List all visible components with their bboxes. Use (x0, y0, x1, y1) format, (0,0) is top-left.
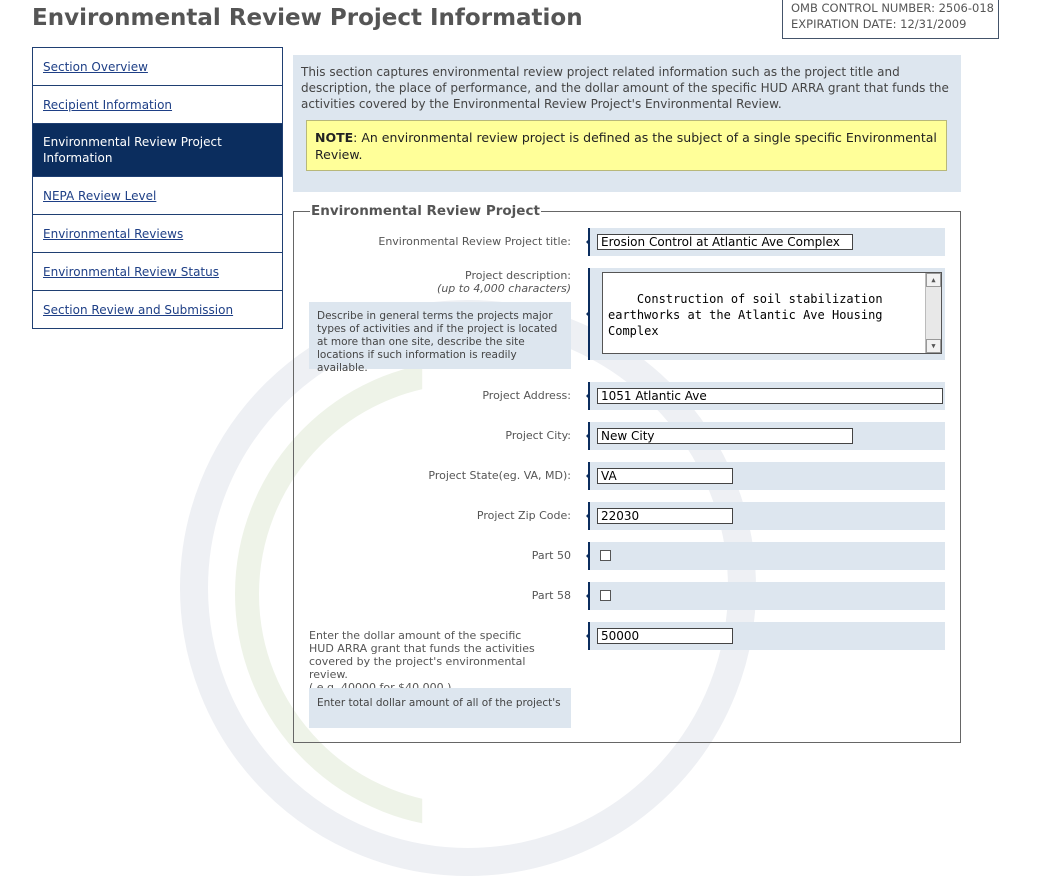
address-label: Project Address: (482, 389, 571, 402)
project-state-input[interactable]: VA (597, 468, 733, 484)
zip-label: Project Zip Code: (476, 509, 571, 522)
description-label: Project description: (465, 269, 571, 282)
amount-label-group (309, 629, 537, 694)
intro-text: This section captures environmental review project related information such as the project title and description, the place of performance, and the dollar amount of the specific HUD ARRA grant that funds the activities covered by the Environmental Review Project's Environmental Review. (301, 65, 949, 111)
description-scrollbar[interactable] (925, 273, 941, 353)
section-intro (293, 55, 961, 192)
nav-nepa-review-level[interactable]: NEPA Review Level (33, 177, 282, 215)
omb-control-number: OMB CONTROL NUMBER: 2506-018 (791, 1, 994, 15)
nav-recipient-information[interactable]: Recipient Information (33, 86, 282, 124)
project-zip-input[interactable]: 22030 (597, 508, 733, 524)
description-help: Describe in general terms the projects major types of activities and if the project is located at more than one site, describe the site locations if such information is readily available. (309, 302, 571, 369)
part50-cell (588, 542, 945, 570)
part58-label: Part 58 (531, 589, 571, 602)
scroll-down-icon[interactable]: ▼ (926, 339, 941, 353)
project-address-input[interactable]: 1051 Atlantic Ave (597, 388, 943, 404)
omb-info-box (782, 0, 999, 39)
part50-label: Part 50 (531, 549, 571, 562)
zip-cell (588, 502, 945, 530)
note-box (306, 120, 947, 171)
grant-amount-input[interactable]: 50000 (597, 628, 733, 644)
state-label: Project State(eg. VA, MD): (428, 469, 571, 482)
scroll-up-icon[interactable]: ▲ (926, 273, 941, 287)
part58-cell (588, 582, 945, 610)
title-label: Environmental Review Project title: (378, 235, 571, 248)
city-label: Project City: (505, 429, 571, 442)
project-city-input[interactable]: New City (597, 428, 853, 444)
part50-checkbox[interactable] (600, 550, 611, 561)
amount-label: Enter the dollar amount of the specific HUD ARRA grant that funds the activities covered by the project's environmental review. (309, 629, 535, 681)
project-title-input[interactable]: Erosion Control at Atlantic Ave Complex (597, 234, 853, 250)
project-description-value: Construction of soil stabilization earthworks at the Atlantic Ave Housing Complex (608, 292, 890, 338)
note-text: : An environmental review project is defined as the subject of a single specific Environmental Review. (315, 130, 937, 162)
nav-section-review-and-submission[interactable]: Section Review and Submission (33, 291, 282, 328)
address-cell (588, 382, 945, 410)
total-amount-help: Enter total dollar amount of all of the project's (309, 688, 571, 728)
nav-environmental-reviews[interactable]: Environmental Reviews (33, 215, 282, 253)
title-cell (588, 228, 945, 256)
note-prefix: NOTE (315, 130, 354, 145)
description-cell (588, 268, 945, 360)
section-nav (32, 47, 283, 329)
expiration-date: EXPIRATION DATE: 12/31/2009 (791, 17, 967, 31)
description-sublabel (309, 282, 571, 295)
nav-environmental-review-project-information[interactable]: Environmental Review Project Information (33, 124, 282, 177)
description-char-limit: (up to 4,000 characters) (437, 282, 571, 295)
city-cell (588, 422, 945, 450)
nav-environmental-review-status[interactable]: Environmental Review Status (33, 253, 282, 291)
nav-section-overview[interactable]: Section Overview (33, 48, 282, 86)
amount-cell (588, 622, 945, 650)
state-cell (588, 462, 945, 490)
part58-checkbox[interactable] (600, 590, 611, 601)
page-title: Environmental Review Project Information (32, 5, 583, 31)
project-description-textarea[interactable] (602, 272, 942, 354)
project-legend: Environmental Review Project (311, 203, 540, 219)
